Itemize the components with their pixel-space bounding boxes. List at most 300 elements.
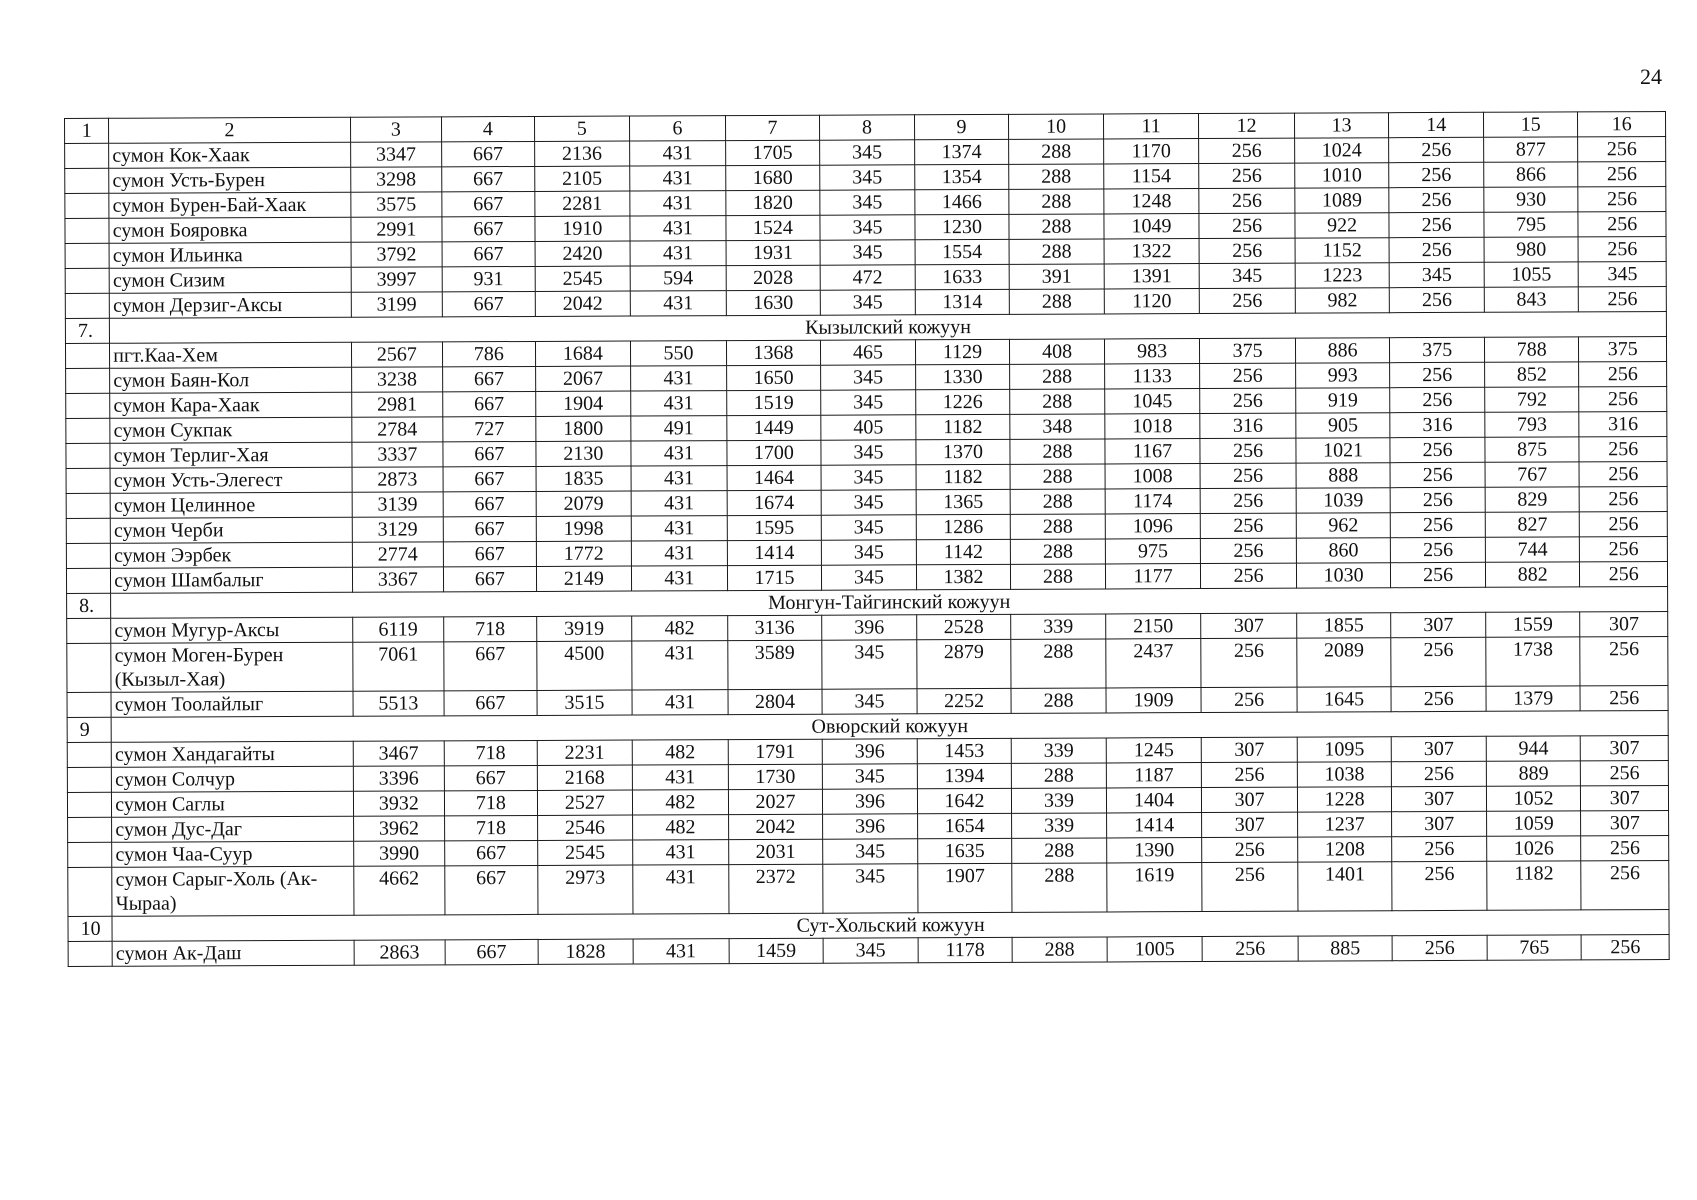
value-cell: 256 <box>1201 638 1297 687</box>
table-body <box>65 112 1670 967</box>
value-cell: 482 <box>632 740 728 765</box>
value-cell: 288 <box>1010 514 1105 539</box>
row-index-cell <box>67 643 111 692</box>
value-cell: 2252 <box>917 688 1012 713</box>
value-cell: 256 <box>1581 861 1669 910</box>
row-index-cell <box>67 792 111 817</box>
value-cell: 288 <box>1009 189 1104 214</box>
section-index: 8. <box>67 593 111 618</box>
header-cell: 16 <box>1578 112 1666 137</box>
settlement-name: сумон Кара-Хаак <box>110 392 351 418</box>
value-cell: 256 <box>1200 388 1296 413</box>
value-cell: 2372 <box>728 864 823 913</box>
value-cell: 1401 <box>1298 862 1393 911</box>
value-cell: 795 <box>1484 212 1579 237</box>
value-cell: 1772 <box>536 541 632 566</box>
value-cell: 256 <box>1581 761 1669 786</box>
value-cell: 2991 <box>351 217 443 242</box>
settlement-name: сумон Хандагайты <box>111 741 352 767</box>
value-cell: 1026 <box>1487 836 1582 861</box>
value-cell: 1835 <box>536 466 632 491</box>
value-cell: 1998 <box>536 516 632 541</box>
value-cell: 2420 <box>535 241 631 266</box>
value-cell: 256 <box>1389 237 1484 262</box>
value-cell: 256 <box>1579 387 1667 412</box>
value-cell: 1354 <box>914 164 1009 189</box>
row-index-cell <box>65 243 109 268</box>
value-cell: 1030 <box>1296 563 1391 588</box>
value-cell: 667 <box>443 541 536 566</box>
header-cell: 8 <box>820 115 915 140</box>
value-cell: 256 <box>1200 488 1296 513</box>
value-cell: 667 <box>442 141 535 166</box>
value-cell: 1791 <box>728 739 823 764</box>
value-cell: 3337 <box>351 442 443 467</box>
value-cell: 1286 <box>916 514 1011 539</box>
section-title: Овюрский кожуун <box>111 711 1668 743</box>
value-cell: 1230 <box>915 214 1010 239</box>
value-cell: 922 <box>1295 213 1390 238</box>
value-cell: 1674 <box>727 490 822 515</box>
value-cell: 1248 <box>1104 189 1200 214</box>
value-cell: 3199 <box>351 292 443 317</box>
value-cell: 3139 <box>352 492 444 517</box>
value-cell: 256 <box>1202 862 1298 911</box>
value-cell: 1182 <box>916 464 1011 489</box>
header-cell: 14 <box>1389 112 1484 137</box>
value-cell: 316 <box>1579 412 1667 437</box>
value-cell: 866 <box>1484 162 1579 187</box>
value-cell: 256 <box>1391 537 1486 562</box>
value-cell: 345 <box>821 515 916 540</box>
value-cell: 1182 <box>916 414 1011 439</box>
value-cell: 1680 <box>725 165 820 190</box>
value-cell: 307 <box>1581 811 1669 836</box>
value-cell: 944 <box>1486 736 1581 761</box>
value-cell: 1654 <box>917 813 1012 838</box>
settlement-name: сумон Ильинка <box>109 242 350 268</box>
header-cell: 15 <box>1483 112 1578 137</box>
section-index: 9 <box>67 717 111 742</box>
value-cell: 931 <box>442 266 535 291</box>
value-cell: 345 <box>821 365 916 390</box>
value-cell: 3396 <box>353 766 445 791</box>
value-cell: 2527 <box>537 790 633 815</box>
header-cell: 12 <box>1199 113 1295 138</box>
row-index-cell <box>65 218 109 243</box>
value-cell: 1024 <box>1294 138 1389 163</box>
value-cell: 256 <box>1199 238 1295 263</box>
header-cell: 2 <box>109 117 350 143</box>
value-cell: 345 <box>821 465 916 490</box>
value-cell: 1931 <box>726 240 821 265</box>
value-cell: 345 <box>1579 262 1667 287</box>
value-cell: 256 <box>1580 537 1668 562</box>
value-cell: 256 <box>1390 287 1485 312</box>
value-cell: 1595 <box>727 515 822 540</box>
value-cell: 1374 <box>914 139 1009 164</box>
value-cell: 431 <box>630 216 726 241</box>
row-index-cell <box>66 493 110 518</box>
value-cell: 431 <box>631 366 727 391</box>
value-cell: 1322 <box>1104 239 1200 264</box>
value-cell: 307 <box>1392 736 1487 761</box>
value-cell: 256 <box>1391 562 1486 587</box>
value-cell: 491 <box>631 416 727 441</box>
value-cell: 1142 <box>916 539 1011 564</box>
value-cell: 550 <box>631 341 727 366</box>
value-cell: 1008 <box>1105 464 1201 489</box>
value-cell: 2437 <box>1106 639 1202 688</box>
value-cell: 339 <box>1011 614 1106 639</box>
value-cell: 256 <box>1580 562 1668 587</box>
value-cell: 431 <box>633 840 729 865</box>
value-cell: 256 <box>1580 637 1668 686</box>
value-cell: 1039 <box>1296 488 1391 513</box>
value-cell: 2879 <box>917 639 1012 688</box>
value-cell: 288 <box>1012 937 1107 962</box>
value-cell: 256 <box>1389 137 1484 162</box>
value-cell: 2027 <box>728 789 823 814</box>
value-cell: 405 <box>821 415 916 440</box>
value-cell: 307 <box>1202 812 1298 837</box>
row-index-cell <box>68 941 112 966</box>
value-cell: 1005 <box>1107 937 1203 962</box>
value-cell: 256 <box>1580 686 1668 711</box>
value-cell: 2873 <box>352 467 444 492</box>
value-cell: 1010 <box>1295 163 1390 188</box>
value-cell: 256 <box>1391 487 1486 512</box>
settlement-name: сумон Кок-Хаак <box>109 142 350 168</box>
table-container <box>64 111 1670 967</box>
value-cell: 256 <box>1580 487 1668 512</box>
value-cell: 256 <box>1390 362 1485 387</box>
value-cell: 667 <box>442 291 535 316</box>
value-cell: 1705 <box>725 140 820 165</box>
settlement-name: сумон Бурен-Бай-Хаак <box>109 192 350 218</box>
value-cell: 3129 <box>352 517 444 542</box>
value-cell: 1379 <box>1486 686 1581 711</box>
value-cell: 3962 <box>353 816 445 841</box>
data-table <box>64 111 1670 967</box>
value-cell: 431 <box>631 391 727 416</box>
value-cell: 1650 <box>726 365 821 390</box>
settlement-name: сумон Ээрбек <box>111 542 352 568</box>
value-cell: 1630 <box>726 290 821 315</box>
value-cell: 256 <box>1578 137 1666 162</box>
value-cell: 1910 <box>535 216 631 241</box>
value-cell: 829 <box>1485 487 1580 512</box>
value-cell: 4662 <box>353 866 445 915</box>
value-cell: 7061 <box>352 642 444 691</box>
value-cell: 1414 <box>727 540 822 565</box>
value-cell: 3575 <box>350 192 442 217</box>
value-cell: 256 <box>1389 162 1484 187</box>
value-cell: 1154 <box>1103 164 1199 189</box>
value-cell: 345 <box>823 938 918 963</box>
value-cell: 345 <box>821 390 916 415</box>
value-cell: 396 <box>822 615 917 640</box>
value-cell: 256 <box>1201 513 1297 538</box>
row-index-cell <box>68 842 112 867</box>
row-index-cell <box>66 368 110 393</box>
value-cell: 339 <box>1012 788 1107 813</box>
value-cell: 316 <box>1390 412 1485 437</box>
value-cell: 3136 <box>727 615 822 640</box>
row-index-cell <box>66 443 110 468</box>
value-cell: 2567 <box>351 342 443 367</box>
value-cell: 256 <box>1201 538 1297 563</box>
value-cell: 375 <box>1579 337 1667 362</box>
value-cell: 765 <box>1487 935 1582 960</box>
value-cell: 256 <box>1199 188 1295 213</box>
value-cell: 256 <box>1580 512 1668 537</box>
value-cell: 1904 <box>535 391 631 416</box>
value-cell: 256 <box>1392 935 1487 960</box>
value-cell: 3238 <box>351 367 443 392</box>
value-cell: 667 <box>443 441 536 466</box>
value-cell: 345 <box>823 839 918 864</box>
value-cell: 3515 <box>537 690 633 715</box>
row-index-cell <box>66 468 110 493</box>
value-cell: 256 <box>1578 212 1666 237</box>
value-cell: 2079 <box>536 491 632 516</box>
value-cell: 667 <box>443 516 536 541</box>
value-cell: 1820 <box>725 190 820 215</box>
value-cell: 256 <box>1201 687 1297 712</box>
value-cell: 786 <box>443 341 536 366</box>
value-cell: 1635 <box>917 838 1012 863</box>
value-cell: 1466 <box>915 189 1010 214</box>
row-index-cell <box>66 568 110 593</box>
value-cell: 256 <box>1582 935 1670 960</box>
value-cell: 2031 <box>728 839 823 864</box>
value-cell: 3919 <box>536 616 632 641</box>
value-cell: 256 <box>1199 138 1295 163</box>
value-cell: 256 <box>1202 936 1298 961</box>
row-index-cell <box>68 817 112 842</box>
value-cell: 1368 <box>726 340 821 365</box>
value-cell: 307 <box>1201 613 1297 638</box>
settlement-name: сумон Усть-Бурен <box>109 167 350 193</box>
value-cell: 431 <box>631 466 727 491</box>
settlement-name: сумон Сизим <box>109 267 350 293</box>
value-cell: 256 <box>1579 462 1667 487</box>
value-cell: 1208 <box>1297 837 1392 862</box>
value-cell: 980 <box>1484 237 1579 262</box>
value-cell: 256 <box>1579 362 1667 387</box>
value-cell: 5513 <box>353 691 445 716</box>
value-cell: 1045 <box>1104 389 1200 414</box>
value-cell: 2168 <box>537 765 633 790</box>
settlement-name: сумон Бояровка <box>109 217 350 243</box>
settlement-name: сумон Тоолайлыг <box>111 691 352 717</box>
value-cell: 1519 <box>726 390 821 415</box>
value-cell: 792 <box>1485 387 1580 412</box>
value-cell: 256 <box>1202 837 1298 862</box>
value-cell: 718 <box>445 815 538 840</box>
value-cell: 431 <box>631 491 727 516</box>
value-cell: 667 <box>444 566 537 591</box>
value-cell: 288 <box>1011 639 1106 688</box>
value-cell: 1052 <box>1486 786 1581 811</box>
value-cell: 1700 <box>727 440 822 465</box>
value-cell: 667 <box>445 865 538 914</box>
value-cell: 1645 <box>1297 687 1392 712</box>
value-cell: 1554 <box>915 239 1010 264</box>
value-cell: 744 <box>1485 537 1580 562</box>
value-cell: 431 <box>630 191 726 216</box>
value-cell: 1228 <box>1297 787 1392 812</box>
settlement-name: сумон Моген-Бурен (Кызыл-Хая) <box>111 642 353 692</box>
settlement-name: сумон Дерзиг-Аксы <box>109 292 350 318</box>
value-cell: 345 <box>820 290 915 315</box>
value-cell: 1170 <box>1103 139 1199 164</box>
value-cell: 993 <box>1295 363 1390 388</box>
settlement-name: сумон Ак-Даш <box>112 940 353 966</box>
row-index-cell <box>67 618 111 643</box>
value-cell: 288 <box>1009 214 1104 239</box>
header-cell: 1 <box>65 118 109 143</box>
header-cell: 4 <box>442 116 535 141</box>
value-cell: 1021 <box>1296 438 1391 463</box>
value-cell: 256 <box>1201 563 1297 588</box>
settlement-name: сумон Мугур-Аксы <box>111 617 352 643</box>
value-cell: 875 <box>1485 437 1580 462</box>
value-cell: 843 <box>1484 287 1579 312</box>
value-cell: 2149 <box>536 566 632 591</box>
value-cell: 788 <box>1484 337 1579 362</box>
row-index-cell <box>68 867 112 916</box>
value-cell: 1449 <box>726 415 821 440</box>
settlement-name: сумон Солчур <box>112 766 353 792</box>
value-cell: 1800 <box>535 416 631 441</box>
value-cell: 930 <box>1484 187 1579 212</box>
value-cell: 345 <box>1199 263 1295 288</box>
value-cell: 288 <box>1011 564 1106 589</box>
value-cell: 3298 <box>350 167 442 192</box>
value-cell: 256 <box>1391 686 1486 711</box>
value-cell: 288 <box>1009 239 1104 264</box>
settlement-name: сумон Сарыг-Холь (Ак-Чыраа) <box>112 866 354 916</box>
value-cell: 885 <box>1298 936 1393 961</box>
value-cell: 3932 <box>353 791 445 816</box>
value-cell: 3990 <box>353 841 445 866</box>
settlement-name: сумон Сукпак <box>110 417 351 443</box>
value-cell: 408 <box>1010 339 1105 364</box>
value-cell: 339 <box>1012 813 1107 838</box>
settlement-name: сумон Шамбалыг <box>111 567 352 593</box>
value-cell: 256 <box>1392 861 1487 910</box>
value-cell: 288 <box>1010 389 1105 414</box>
value-cell: 2067 <box>535 366 631 391</box>
value-cell: 307 <box>1581 786 1669 811</box>
value-cell: 256 <box>1389 212 1484 237</box>
value-cell: 256 <box>1581 836 1669 861</box>
value-cell: 307 <box>1392 786 1487 811</box>
value-cell: 288 <box>1010 289 1105 314</box>
value-cell: 1182 <box>1487 861 1582 910</box>
value-cell: 288 <box>1012 838 1107 863</box>
value-cell: 256 <box>1200 288 1296 313</box>
value-cell: 256 <box>1200 363 1296 388</box>
value-cell: 3997 <box>351 267 443 292</box>
value-cell: 793 <box>1485 412 1580 437</box>
value-cell: 431 <box>633 865 729 914</box>
value-cell: 256 <box>1578 237 1666 262</box>
value-cell: 307 <box>1581 736 1669 761</box>
settlement-name: сумон Терлиг-Хая <box>110 442 351 468</box>
value-cell: 348 <box>1010 414 1105 439</box>
value-cell: 431 <box>633 939 729 964</box>
value-cell: 2804 <box>728 689 823 714</box>
value-cell: 375 <box>1390 337 1485 362</box>
value-cell: 1174 <box>1105 489 1201 514</box>
value-cell: 1226 <box>915 389 1010 414</box>
value-cell: 345 <box>821 440 916 465</box>
value-cell: 1404 <box>1106 788 1202 813</box>
value-cell: 482 <box>633 815 729 840</box>
value-cell: 2545 <box>537 840 633 865</box>
row-index-cell <box>65 268 109 293</box>
section-title: Монгун-Тайгинский кожуун <box>111 587 1668 619</box>
value-cell: 2981 <box>351 392 443 417</box>
row-index-cell <box>67 692 111 717</box>
value-cell: 2973 <box>537 865 633 914</box>
value-cell: 2130 <box>536 441 632 466</box>
value-cell: 4500 <box>536 641 632 690</box>
value-cell: 2042 <box>728 814 823 839</box>
value-cell: 1524 <box>726 215 821 240</box>
value-cell: 431 <box>630 291 726 316</box>
value-cell: 307 <box>1580 612 1668 637</box>
value-cell: 288 <box>1010 464 1105 489</box>
value-cell: 718 <box>444 740 537 765</box>
value-cell: 2528 <box>916 614 1011 639</box>
value-cell: 1730 <box>728 764 823 789</box>
value-cell: 396 <box>823 814 918 839</box>
value-cell: 391 <box>1009 264 1104 289</box>
value-cell: 2136 <box>534 141 630 166</box>
value-cell: 288 <box>1011 688 1106 713</box>
value-cell: 288 <box>1010 364 1105 389</box>
value-cell: 307 <box>1392 811 1487 836</box>
header-cell: 10 <box>1009 114 1104 139</box>
value-cell: 3589 <box>727 640 822 689</box>
value-cell: 345 <box>823 864 918 913</box>
value-cell: 877 <box>1484 137 1579 162</box>
value-cell: 905 <box>1296 413 1391 438</box>
value-cell: 1414 <box>1106 813 1202 838</box>
section-title: Сут-Хольский кожуун <box>112 910 1669 942</box>
value-cell: 256 <box>1389 187 1484 212</box>
value-cell: 345 <box>820 140 915 165</box>
header-cell: 5 <box>534 116 630 141</box>
value-cell: 767 <box>1485 462 1580 487</box>
row-index-cell <box>66 543 110 568</box>
settlement-name: сумон Усть-Элегест <box>110 467 351 493</box>
value-cell: 375 <box>1200 338 1296 363</box>
header-cell: 7 <box>725 115 820 140</box>
value-cell: 339 <box>1011 738 1106 763</box>
value-cell: 667 <box>443 466 536 491</box>
value-cell: 1187 <box>1106 763 1202 788</box>
value-cell: 2105 <box>534 166 630 191</box>
value-cell: 431 <box>632 641 728 690</box>
value-cell: 431 <box>632 765 728 790</box>
value-cell: 1365 <box>916 489 1011 514</box>
row-index-cell <box>66 518 110 543</box>
